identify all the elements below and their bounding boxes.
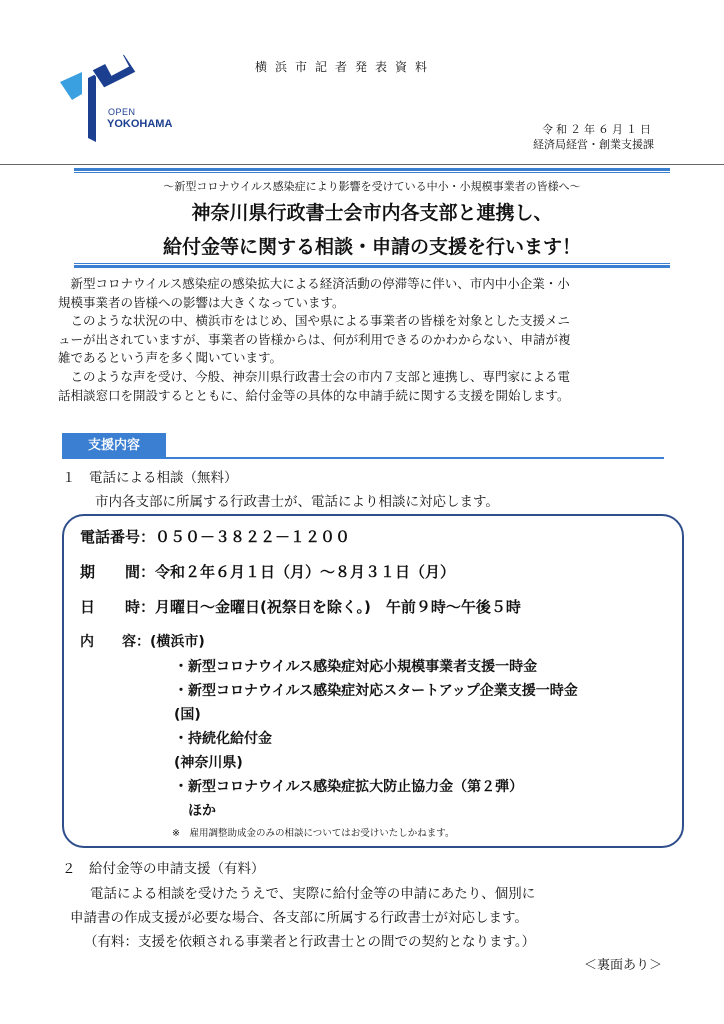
title-rule-bottom-thin (74, 263, 670, 264)
title-rule-top-thin (74, 172, 670, 173)
title-rule-top (74, 168, 670, 171)
contents-group: (国) (174, 707, 201, 723)
intro-paragraphs (58, 275, 668, 405)
item2-heading: ２ 給付金等の申請支援（有料） (62, 861, 265, 877)
intro-line: ューが出されていますが、事業者の皆様からは、何が利用できるのかわからない、申請が複 (58, 331, 571, 347)
intro-line (58, 368, 668, 387)
release-date: 令和２年６月１日 (542, 123, 654, 136)
contents-item: ・持続化給付金 (174, 731, 272, 747)
back-page-note: ＜裏面あり＞ (583, 958, 662, 973)
item2-text: （有料：支援を依頼される事業者と行政書士との間での契約となります。） (84, 934, 536, 950)
department: 経済局経営・創業支援課 (533, 138, 654, 151)
header-divider (0, 164, 724, 165)
logo-text-open: OPEN (108, 107, 136, 117)
contents-item: ・新型コロナウイルス感染症対応小規模事業者支援一時金 (174, 659, 538, 675)
intro-line (58, 312, 668, 331)
intro-line: 雑であるという声を多く聞いています。 (58, 350, 283, 366)
title-rule-bottom (74, 265, 670, 268)
note: ※ 雇用調整助成金のみの相談についてはお受けいたしかねます。 (172, 828, 455, 839)
intro-line: 話相談窓口を開設するとともに、給付金等の具体的な申請手続に関する支援を開始します。 (58, 387, 570, 403)
period: 期 間：令和２年６月１日（月）～８月３１日（月） (80, 563, 456, 581)
contents-item: ・新型コロナウイルス感染症対応スタートアップ企業支援一時金 (174, 683, 578, 699)
contents-item: ほか (174, 803, 216, 819)
intro-line: 規模事業者の皆様への影響は大きくなっています。 (58, 294, 345, 310)
intro-text: 新型コロナウイルス感染症の感染拡大による経済活動の停滞等に伴い、市内中小企業・小 (70, 276, 570, 291)
item1-heading: １ 電話による相談（無料） (62, 470, 238, 486)
phone-number: 電話番号：０５０－３８２２－１２００ (80, 528, 351, 546)
open-yokohama-logo (58, 52, 178, 152)
logo-text-yokohama: YOKOHAMA (107, 118, 173, 130)
item2-text: 申請書の作成支援が必要な場合、各支部に所属する行政書士が対応します。 (70, 910, 528, 926)
headline-subtitle: ～新型コロナウイルス感染症により影響を受けている中小・小規模事業者の皆様へ～ (163, 180, 581, 193)
intro-text: このような状況の中、横浜市をはじめ、国や県による事業者の皆様を対象とした支援メニ (70, 313, 571, 329)
headline-line1: 神奈川県行政書士会市内各支部と連携し、 (191, 202, 553, 224)
headline-line2: 給付金等に関する相談・申請の支援を行います！ (162, 236, 581, 258)
section-underline (62, 457, 664, 459)
item2-text: 電話による相談を受けたうえで、実際に給付金等の申請にあたり、個別に (90, 886, 536, 902)
hours: 日 時：月曜日～金曜日(祝祭日を除く。) 午前９時～午後５時 (80, 598, 521, 616)
contents-group: (神奈川県) (174, 755, 243, 771)
contents-label: 内 容：(横浜市) (80, 634, 205, 650)
intro-text: このような声を受け、今般、神奈川県行政書士会の市内７支部と連携し、専門家による電 (70, 368, 571, 384)
intro-line (58, 275, 668, 294)
section-heading-support: 支援内容 (62, 433, 166, 458)
contents-item: ・新型コロナウイルス感染症拡大防止協力金（第２弾） (174, 779, 524, 795)
item1-description: 市内各支部に所属する行政書士が、電話により相談に対応します。 (95, 494, 499, 510)
release-title: 横浜市記者発表資料 (255, 60, 436, 74)
logo-mark-icon (58, 52, 178, 152)
